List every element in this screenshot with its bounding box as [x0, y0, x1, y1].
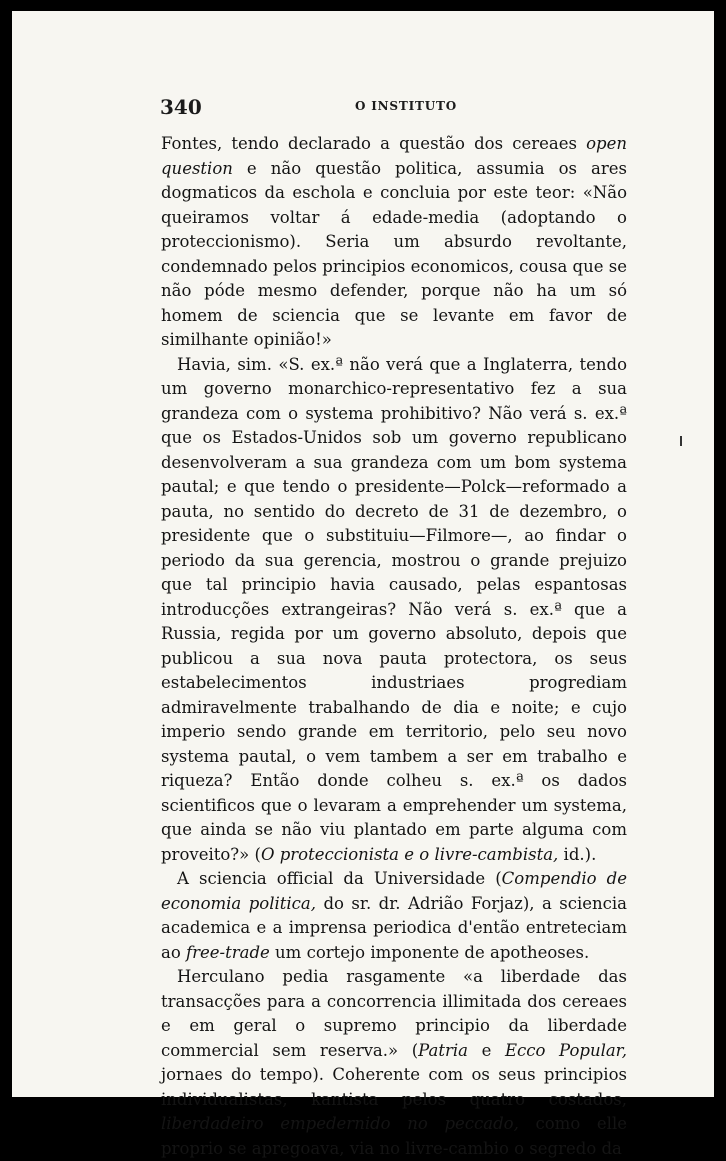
italic-citation: Ecco Popular,	[504, 1040, 627, 1060]
italic-citation: Patria	[418, 1040, 468, 1060]
running-title: O INSTITUTO	[355, 99, 457, 113]
paragraph-1: Fontes, tendo declarado a questão dos cereaes open question e não questão politica, assumia os ares dogmaticos da eschola e concluia por este teor: «Não queiramos voltar á edade-media (adoptando o proteccionismo). Seria um absurdo revoltante, condemnado pelos principios economicos, cousa que se não póde mesmo defender, porque não ha um só homem de sciencia que se levante em favor de similhante opinião!»	[161, 134, 627, 349]
edge-mark	[680, 436, 682, 446]
italic-citation: Compendio de economia politica,	[161, 869, 628, 913]
paragraph-2: Havia, sim. «S. ex.ª não verá que a Inglaterra, tendo um governo monarchico-representativo fez a sua grandeza com o systema prohibitivo? Não verá s. ex.ª que os Estados-Unidos sob um governo republicano desenvolveram a sua grandeza com um bom systema pautal; e que tendo o presidente—Polck—reformado a pauta, no sentido do decreto de 31 de dezembro, o presidente que o substituiu—Filmore—, ao findar o periodo da sua gerencia, mostrou o grande prejuizo que tal principio havia causado, pelas espantosas introducções extrangeiras? Não verá s. ex.ª que a Russia, regida por um governo absoluto, depois que publicou a sua nova pauta protectora, os seus estabelecimentos industriaes progrediam admiravelmente trabalhando de dia e noite; e cujo imperio sendo grande em territorio, pelo seu novo systema pautal, o vem tambem a ser em trabalho e riqueza? Então donde colheu s. ex.ª os dados scientificos que o levaram a emprehender um systema, que ainda se não viu plantado em parte alguma com proveito?» (O proteccionista e o livre-cambista, id.).	[161, 354, 627, 864]
body-text	[161, 132, 627, 1161]
italic-phrase: liberdadeiro empedernido no peccado,	[161, 1114, 519, 1133]
italic-citation: O proteccionista e o livre-cambista,	[260, 844, 559, 864]
page-header	[160, 95, 630, 119]
paragraph-3: A sciencia official da Universidade (Compendio de economia politica, do sr. dr. Adrião Forjaz), a sciencia academica e a imprensa periodica d'então entreteciam ao free-trade um cortejo imponente de apotheoses.	[161, 869, 628, 962]
paragraph-4: Herculano pedia rasgamente «a liberdade das transacções para a concorrencia illimitada dos cereaes e em geral o supremo principio da liberdade commercial sem reserva.» (Patria e Ecco Popular, jornaes do tempo). Coherente com os seus principios individualistas, kantista pelos quatro costados, liberdadeiro empedernido no peccado, como elle proprio se apregoava, via no livre-cambio o segredo da	[161, 967, 627, 1158]
italic-phrase: free-trade	[186, 942, 270, 962]
page-number: 340	[160, 95, 202, 119]
italic-phrase: open question	[161, 134, 627, 178]
